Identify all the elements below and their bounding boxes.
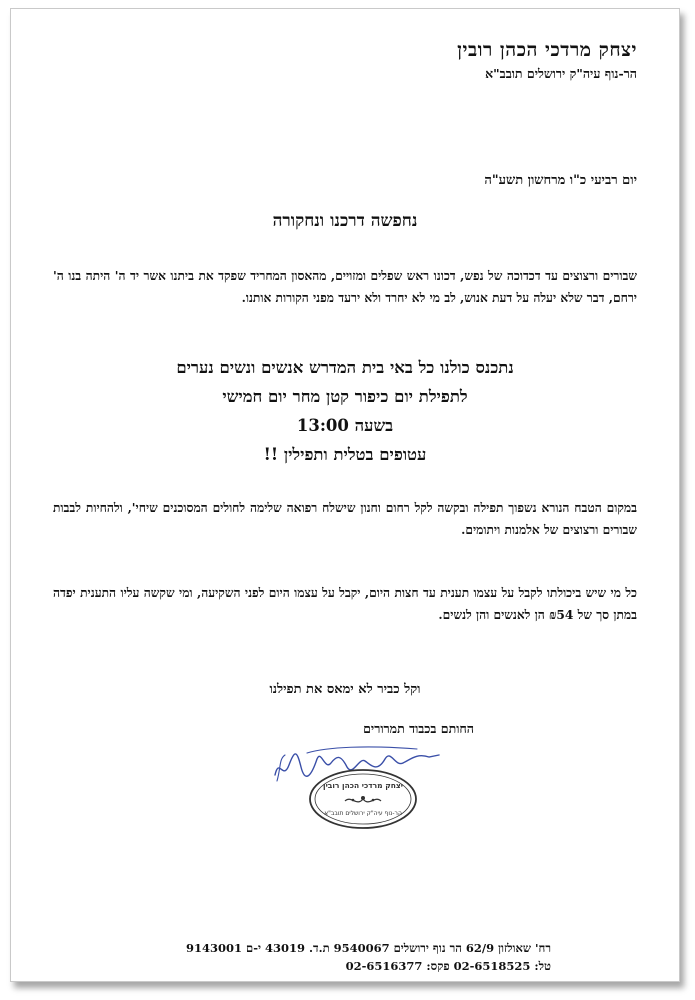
- footer-address: רח' שאולזון 62/9 הר נוף ירושלים 9540067 ת.ד. 43019 י-ם 9143001: [186, 941, 551, 955]
- assembly-announcement: [11, 353, 679, 469]
- stamp-ornament: [345, 796, 381, 802]
- paragraph-3: כל מי שיש ביכולתו לקבל על עצמו תענית עד חצות היום, יקבל על עצמו היום לפני השקיעה, ומי שקשה עליו התענית יפדה במתן סך של ₪54 הן לאנשים והן לנשים.: [53, 586, 637, 622]
- assembly-time: 13:00: [296, 416, 349, 435]
- paragraph-1: שבורים ורצוצים עד דכדוכה של נפש, דכונו ראש שפלים ומזויים, מהאסון המחריד שפקד את ביתנו אשר יד ה' היתה בנו ה' ירחם, דבר שלא יעלה על דעת אנוש, לב מי לא יחרד ולא ירעד מפני הקורות אותנו.: [53, 269, 637, 305]
- rabbinical-stamp: [307, 767, 419, 831]
- letter-date: יום רביעי כ"ו מרחשון תשע"ה: [484, 173, 637, 188]
- footer-phones: טל: 02-6518525 פקס: 02-6516377: [345, 959, 551, 973]
- assembly-line-1: נתכנס כולנו כל באי בית המדרש אנשים ונשים נערים: [176, 358, 514, 377]
- letter-headline: נחפשה דרכנו ונחקורה: [272, 211, 418, 231]
- letter-footer: [186, 939, 551, 975]
- closing-line: וקל כביר לא ימאס את תפילנו: [269, 682, 421, 697]
- letterhead-name: יצחק מרדכי הכהן רובין: [457, 39, 637, 61]
- letterhead-address: הר-נוף עיה"ק ירושלים תובב"א: [485, 66, 637, 81]
- paragraph-2: במקום הטבח הנורא נשפוך תפילה ובקשה לקל רחום וחנון שישלח רפואה שלימה לחולים המסוכנים שיחי', ולהחיות לבבות שבורים ורצוצים של אלמנות ויתומים.: [53, 501, 637, 537]
- assembly-time-prefix: בשעה: [354, 416, 394, 435]
- assembly-line-4: עטופים בטלית ותפילין !!: [263, 445, 427, 464]
- letter-page: [10, 8, 680, 982]
- letterhead: [457, 39, 637, 82]
- stamp-line-1: יצחק מרדכי הכהן רובין: [323, 781, 403, 790]
- signed-label: החותם בכבוד תמרורים: [363, 721, 474, 736]
- stamp-line-2: הר-נוף עיה"ק ירושלים תובב"א: [324, 810, 402, 817]
- assembly-line-2: לתפילת יום כיפור קטן מחר יום חמישי: [222, 387, 468, 406]
- assembly-time-line: [11, 411, 679, 440]
